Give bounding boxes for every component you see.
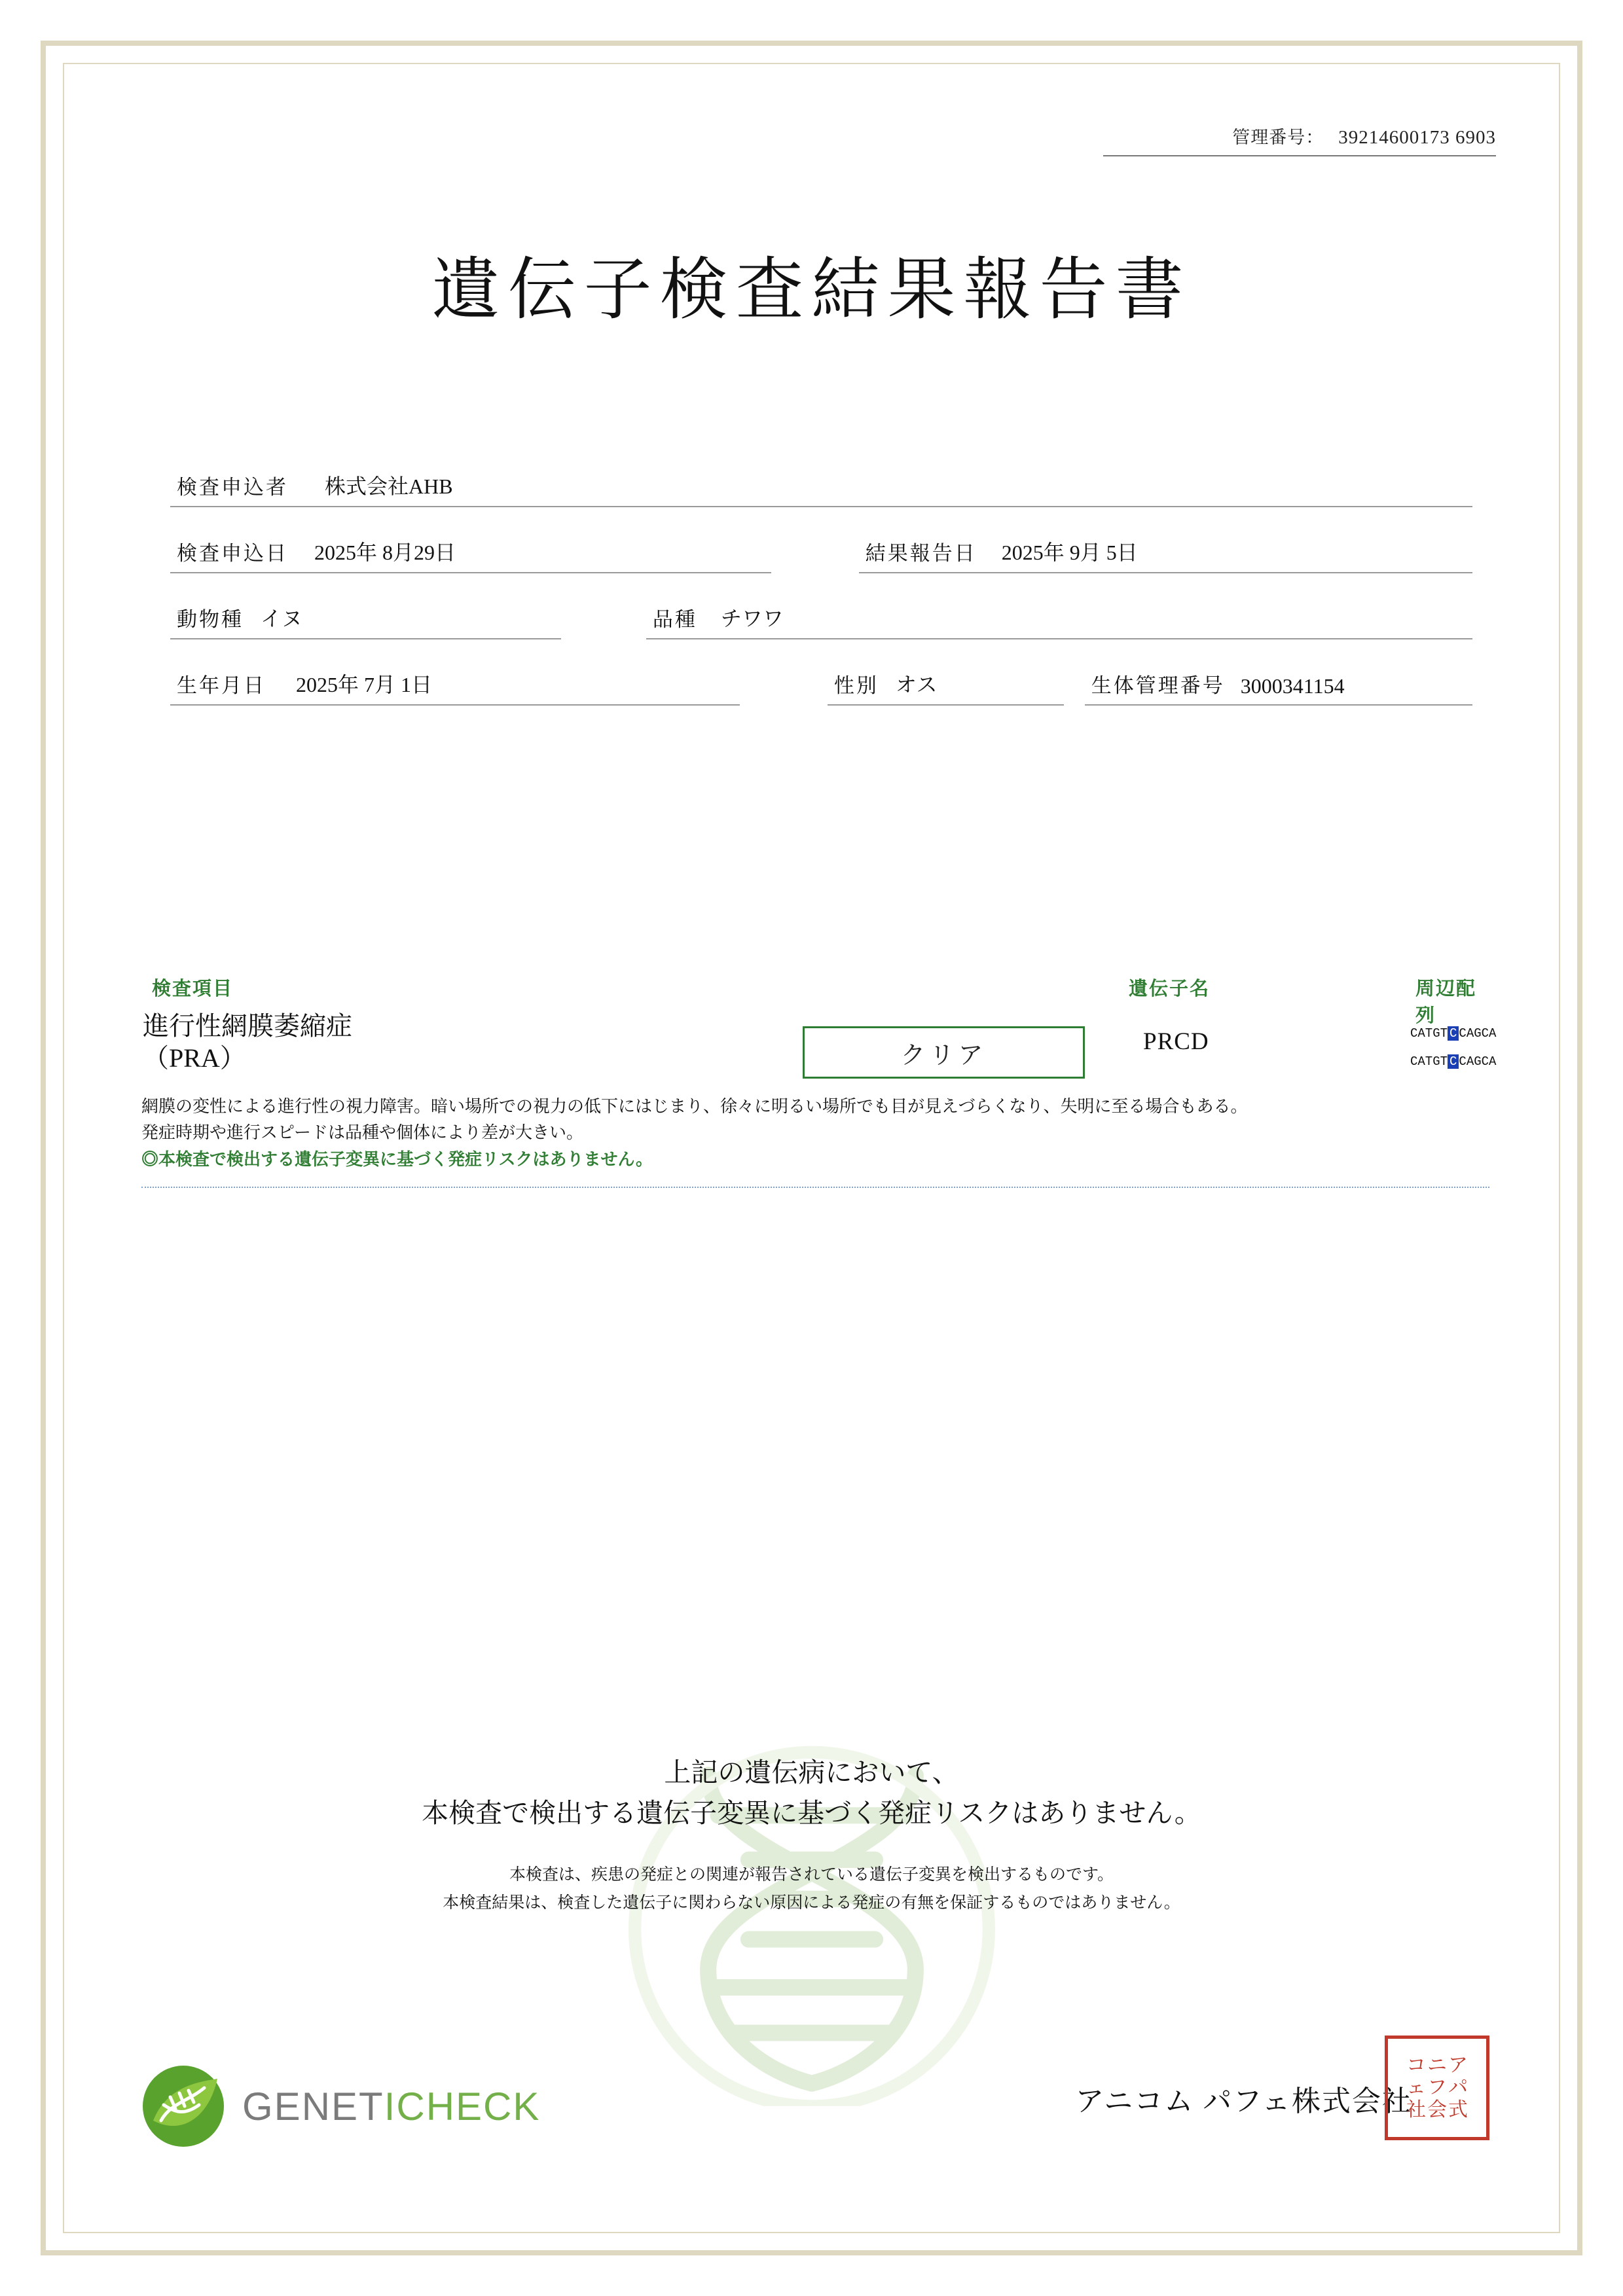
report-date-label: 結果報告日 (865, 542, 977, 565)
species-value: イヌ (261, 607, 303, 630)
breed-label: 品種 (652, 608, 697, 631)
field-applicant (170, 470, 1472, 507)
seq-highlight-1: C (1448, 1026, 1459, 1041)
seq-suffix-2: CAGCA (1459, 1054, 1497, 1069)
sex-value: オス (895, 673, 938, 696)
animal-id-label: 生体管理番号 (1091, 674, 1225, 697)
gene-name: PRCD (1143, 1028, 1209, 1055)
info-row-applicant (170, 470, 1472, 507)
seal-char-5: フ (1427, 2077, 1447, 2098)
result-section (127, 974, 1496, 1188)
decorative-frame-outer (41, 41, 1582, 2255)
issuing-company: アニコム パフェ株式会社 (1075, 2085, 1412, 2117)
leaf-dna-logo-icon (141, 2064, 225, 2148)
seal-column-3 (1406, 2056, 1426, 2120)
logo-wordmark (242, 2084, 540, 2129)
genetichecklogo (141, 2064, 540, 2148)
applicant-label: 検査申込者 (177, 476, 288, 499)
management-number (1103, 123, 1496, 156)
seal-char-2: パ (1448, 2077, 1468, 2098)
species-label: 動物種 (177, 608, 244, 631)
sex-label: 性別 (833, 674, 879, 697)
management-number-value: 39214600173 6903 (1338, 127, 1496, 148)
field-sex (828, 668, 1064, 706)
info-row-individual (170, 668, 1472, 706)
logo-wordmark-part2: ICHECK (384, 2084, 541, 2128)
field-breed (646, 602, 1472, 639)
conclusion-note-line-2: 本検査結果は、検査した遺伝子に関わらない原因による発症の有無を保証するものではありません。 (443, 1893, 1180, 1912)
info-row-species (170, 602, 1472, 639)
management-number-label: 管理番号： (1232, 128, 1324, 147)
report-date-value: 2025年 9月 5日 (1001, 541, 1138, 564)
column-header-item: 検査項目 (152, 978, 234, 999)
field-apply-date (170, 536, 771, 573)
seal-column-1 (1448, 2056, 1468, 2120)
seal-char-1: ア (1448, 2054, 1468, 2076)
info-block (170, 470, 1472, 734)
field-species (170, 602, 561, 639)
seal-char-3: 式 (1448, 2099, 1468, 2121)
disease-name-line2: （PRA） (143, 1043, 246, 1073)
conclusion-line-1: 上記の遺伝病において、 (664, 1757, 959, 1787)
flanking-sequence-row-1 (1410, 1020, 1496, 1048)
info-row-dates (170, 536, 1472, 573)
seq-suffix-1: CAGCA (1459, 1026, 1497, 1041)
disease-name (143, 1011, 352, 1075)
description-line-1: 網膜の変性による進行性の視力障害。暗い場所での視力の低下にはじまり、徐々に明るい場所でも目が見えづらくなり、失明に至る場合もある。 (141, 1096, 1248, 1116)
company-seal-stamp (1385, 2036, 1489, 2140)
field-animal-id (1085, 669, 1472, 706)
seal-char-4: ニ (1427, 2054, 1447, 2076)
judgement-box (803, 1026, 1085, 1079)
conclusion-note-line-1: 本検査は、疾患の発症との関連が報告されている遺伝子変異を検出するものです。 (509, 1865, 1114, 1884)
result-row (127, 1011, 1496, 1089)
seq-highlight-2: C (1448, 1054, 1459, 1069)
conclusion-note (127, 1861, 1496, 1916)
field-birthdate (170, 668, 740, 706)
seal-char-7: コ (1406, 2054, 1426, 2076)
column-header-gene: 遺伝子名 (1129, 978, 1211, 999)
seq-prefix-1: CATGT (1410, 1026, 1448, 1041)
column-header-sequence: 周辺配列 (1415, 978, 1477, 1026)
seal-char-9: 社 (1406, 2099, 1426, 2121)
applicant-value: 株式会社AHB (325, 475, 453, 498)
disease-description (127, 1093, 1496, 1172)
flanking-sequence-row-2 (1410, 1048, 1496, 1076)
conclusion-line-2: 本検査で検出する遺伝子変異に基づく発症リスクはありません。 (422, 1797, 1201, 1828)
animal-id-value: 3000341154 (1240, 674, 1345, 698)
seal-characters (1406, 2056, 1468, 2120)
flanking-sequence (1410, 1020, 1496, 1076)
section-divider (141, 1187, 1489, 1188)
document-content (127, 123, 1496, 2173)
description-line-2: 発症時期や進行スピードは品種や個体により差が大きい。 (141, 1122, 583, 1143)
field-report-date (859, 536, 1472, 573)
birthdate-label: 生年月日 (177, 674, 266, 697)
risk-statement: ◎本検査で検出する遺伝子変異に基づく発症リスクはありません。 (141, 1149, 653, 1169)
conclusion-block (127, 1753, 1496, 1916)
document-footer (127, 2022, 1496, 2166)
disease-name-line1: 進行性網膜萎縮症 (143, 1011, 352, 1041)
logo-wordmark-part1: GENET (242, 2084, 384, 2128)
apply-date-label: 検査申込日 (177, 542, 288, 565)
seal-char-6: 会 (1427, 2099, 1447, 2121)
seal-column-2 (1427, 2056, 1447, 2120)
page-title: 遺伝子検査結果報告書 (431, 253, 1192, 328)
breed-value: チワワ (720, 607, 784, 630)
seq-prefix-2: CATGT (1410, 1054, 1448, 1069)
judgement-text: クリア (900, 1041, 987, 1069)
seal-char-8: ェ (1406, 2077, 1426, 2098)
birthdate-value: 2025年 7月 1日 (296, 673, 433, 696)
apply-date-value: 2025年 8月29日 (314, 541, 456, 564)
